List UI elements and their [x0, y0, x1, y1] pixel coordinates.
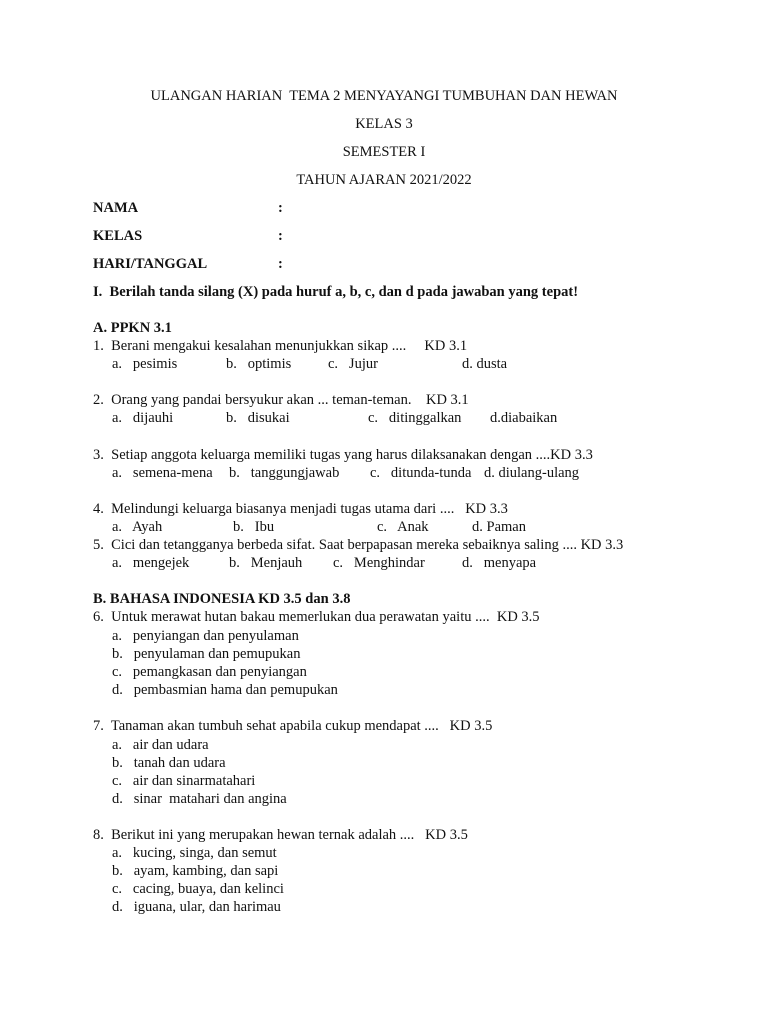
question-6-option-b: b. penyulaman dan pemupukan — [112, 646, 301, 662]
question-7-option-c: c. air dan sinarmatahari — [112, 773, 256, 789]
section-a-title: A. PPKN 3.1 — [93, 320, 172, 336]
question-8: 8. Berikut ini yang merupakan hewan ternak adalah .... KD 3.5 — [93, 827, 468, 843]
question-2-option-d: d.diabaikan — [490, 410, 558, 426]
question-3-option-d: d. diulang-ulang — [484, 465, 580, 481]
question-5-option-c: c. Menghindar — [333, 555, 425, 571]
question-7: 7. Tanaman akan tumbuh sehat apabila cukup mendapat .... KD 3.5 — [93, 718, 493, 734]
question-8-option-a: a. kucing, singa, dan semut — [112, 845, 277, 861]
question-4-option-c: c. Anak — [377, 519, 429, 535]
date-colon: : — [278, 256, 283, 272]
exam-semester: SEMESTER I — [342, 144, 426, 160]
question-4: 4. Melindungi keluarga biasanya menjadi tugas utama dari .... KD 3.3 — [93, 501, 508, 517]
question-1-option-d: d. dusta — [462, 356, 508, 372]
class-colon: : — [278, 228, 283, 244]
section-b-title: B. BAHASA INDONESIA KD 3.5 dan 3.8 — [93, 591, 351, 607]
question-2-option-a: a. dijauhi — [112, 410, 174, 426]
question-3: 3. Setiap anggota keluarga memiliki tugas yang harus dilaksanakan dengan ....KD 3.3 — [93, 447, 593, 463]
question-2-option-b: b. disukai — [226, 410, 290, 426]
question-5-option-a: a. mengejek — [112, 555, 190, 571]
question-8-option-d: d. iguana, ular, dan harimau — [112, 899, 281, 915]
question-4-option-d: d. Paman — [472, 519, 526, 535]
question-7-option-d: d. sinar matahari dan angina — [112, 791, 287, 807]
question-6-option-d: d. pembasmian hama dan pemupukan — [112, 682, 338, 698]
question-6-option-c: c. pemangkasan dan penyiangan — [112, 664, 307, 680]
question-5-option-b: b. Menjauh — [229, 555, 303, 571]
question-8-option-b: b. ayam, kambing, dan sapi — [112, 863, 279, 879]
name-colon: : — [278, 200, 283, 216]
question-3-option-b: b. tanggungjawab — [229, 465, 340, 481]
question-3-option-a: a. semena-mena — [112, 465, 213, 481]
exam-class: KELAS 3 — [355, 116, 413, 132]
question-1-option-c: c. Jujur — [328, 356, 378, 372]
question-8-option-c: c. cacing, buaya, dan kelinci — [112, 881, 284, 897]
exam-year: TAHUN AJARAN 2021/2022 — [296, 172, 472, 188]
question-3-option-c: c. ditunda-tunda — [370, 465, 472, 481]
question-7-option-a: a. air dan udara — [112, 737, 209, 753]
date-label: HARI/TANGGAL — [93, 256, 208, 272]
class-label: KELAS — [93, 228, 143, 244]
question-6: 6. Untuk merawat hutan bakau memerlukan dua perawatan yaitu .... KD 3.5 — [93, 609, 540, 625]
question-5: 5. Cici dan tetangganya berbeda sifat. Saat berpapasan mereka sebaiknya saling .... KD 3.3 — [93, 537, 624, 553]
question-1-option-a: a. pesimis — [112, 356, 178, 372]
instruction: I. Berilah tanda silang (X) pada huruf a, b, c, dan d pada jawaban yang tepat! — [93, 284, 579, 300]
question-1: 1. Berani mengakui kesalahan menunjukkan sikap .... KD 3.1 — [93, 338, 468, 354]
name-label: NAMA — [93, 200, 139, 216]
question-4-option-a: a. Ayah — [112, 519, 163, 535]
question-2-option-c: c. ditinggalkan — [368, 410, 462, 426]
question-4-option-b: b. Ibu — [233, 519, 275, 535]
question-7-option-b: b. tanah dan udara — [112, 755, 226, 771]
question-2: 2. Orang yang pandai bersyukur akan ... teman-teman. KD 3.1 — [93, 392, 469, 408]
exam-title: ULANGAN HARIAN TEMA 2 MENYAYANGI TUMBUHAN DAN HEWAN — [150, 88, 618, 104]
question-1-option-b: b. optimis — [226, 356, 292, 372]
question-5-option-d: d. menyapa — [462, 555, 537, 571]
question-6-option-a: a. penyiangan dan penyulaman — [112, 628, 299, 644]
